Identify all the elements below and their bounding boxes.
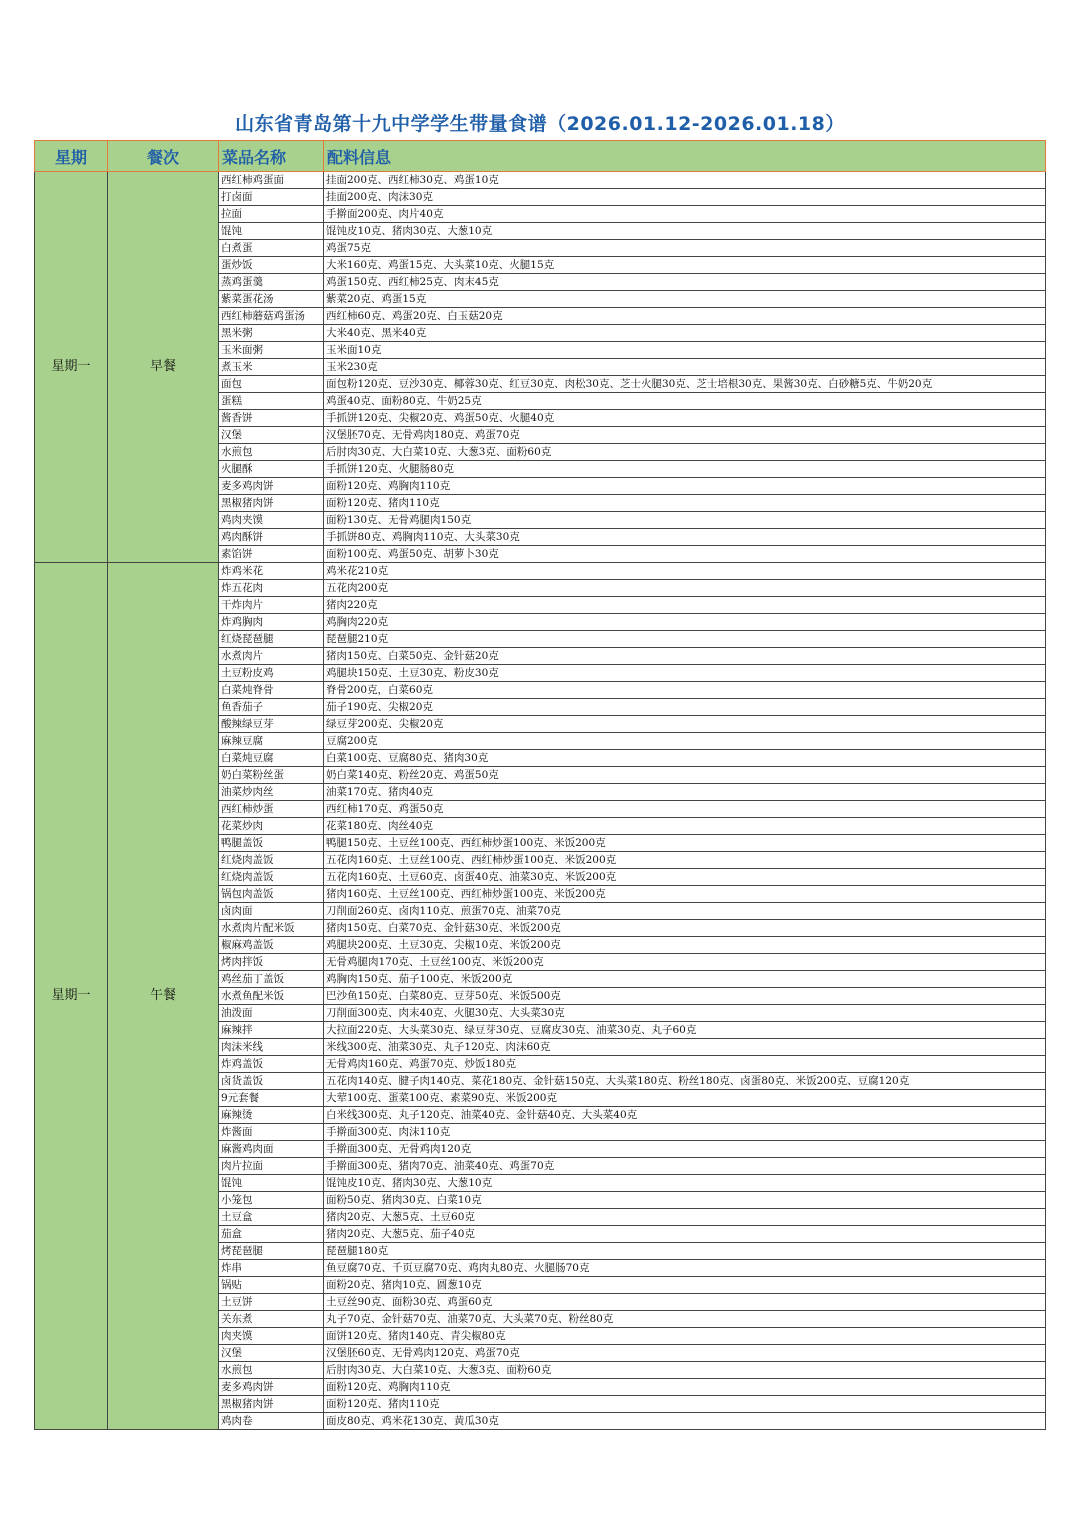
dish-name-cell: 素馅饼 <box>219 546 324 563</box>
dish-name-cell: 炸酱面 <box>219 1124 324 1141</box>
dish-name-cell: 蒸鸡蛋羹 <box>219 274 324 291</box>
dish-name-cell: 油菜炒肉丝 <box>219 784 324 801</box>
ingredients-cell: 面包粉120克、豆沙30克、椰蓉30克、红豆30克、肉松30克、芝士火腿30克、芝士培根30克、果酱30克、白砂糖5克、牛奶20克 <box>324 376 1046 393</box>
ingredients-cell: 鸡腿块150克、土豆30克、粉皮30克 <box>324 665 1046 682</box>
dish-name-cell: 炸鸡米花 <box>219 563 324 580</box>
dish-name-cell: 干炸肉片 <box>219 597 324 614</box>
ingredients-cell: 大荤100克、蛋菜100克、素菜90克、米饭200克 <box>324 1090 1046 1107</box>
dish-name-cell: 面包 <box>219 376 324 393</box>
ingredients-cell: 丸子70克、金针菇70克、油菜70克、大头菜70克、粉丝80克 <box>324 1311 1046 1328</box>
dish-name-cell: 酸辣绿豆芽 <box>219 716 324 733</box>
dish-name-cell: 黑椒猪肉饼 <box>219 1396 324 1413</box>
dish-name-cell: 白煮蛋 <box>219 240 324 257</box>
ingredients-cell: 面皮80克、鸡米花130克、黄瓜30克 <box>324 1413 1046 1430</box>
dish-name-cell: 鸡丝茄丁盖饭 <box>219 971 324 988</box>
ingredients-cell: 茄子190克、尖椒20克 <box>324 699 1046 716</box>
dish-name-cell: 炸鸡盖饭 <box>219 1056 324 1073</box>
table-row <box>35 563 1046 580</box>
ingredients-cell: 西红柿170克、鸡蛋50克 <box>324 801 1046 818</box>
dish-name-cell: 关东煮 <box>219 1311 324 1328</box>
dish-name-cell: 西红柿蘑菇鸡蛋汤 <box>219 308 324 325</box>
ingredients-cell: 手擀面200克、肉片40克 <box>324 206 1046 223</box>
ingredients-cell: 后肘肉30克、大白菜10克、大葱3克、面粉60克 <box>324 1362 1046 1379</box>
ingredients-cell: 鸡腿块200克、土豆30克、尖椒10克、米饭200克 <box>324 937 1046 954</box>
dish-name-cell: 红烧肉盖饭 <box>219 852 324 869</box>
ingredients-cell: 鸡胸肉150克、茄子100克、米饭200克 <box>324 971 1046 988</box>
ingredients-cell: 汉堡胚60克、无骨鸡肉120克、鸡蛋70克 <box>324 1345 1046 1362</box>
ingredients-cell: 馄饨皮10克、猪肉30克、大葱10克 <box>324 223 1046 240</box>
dish-name-cell: 小笼包 <box>219 1192 324 1209</box>
header-day: 星期 <box>35 141 108 172</box>
ingredients-cell: 琵琶腿210克 <box>324 631 1046 648</box>
ingredients-cell: 脊骨200克，白菜60克 <box>324 682 1046 699</box>
ingredients-cell: 手抓饼80克、鸡胸肉110克、大头菜30克 <box>324 529 1046 546</box>
ingredients-cell: 猪肉220克 <box>324 597 1046 614</box>
dish-name-cell: 奶白菜粉丝蛋 <box>219 767 324 784</box>
dish-name-cell: 锅包肉盖饭 <box>219 886 324 903</box>
ingredients-cell: 挂面200克、西红柿30克、鸡蛋10克 <box>324 172 1046 189</box>
dish-name-cell: 炸串 <box>219 1260 324 1277</box>
dish-name-cell: 茄盒 <box>219 1226 324 1243</box>
ingredients-cell: 手擀面300克、肉沫110克 <box>324 1124 1046 1141</box>
ingredients-cell: 鸡米花210克 <box>324 563 1046 580</box>
dish-name-cell: 汉堡 <box>219 1345 324 1362</box>
dish-name-cell: 蛋糕 <box>219 393 324 410</box>
dish-name-cell: 打卤面 <box>219 189 324 206</box>
ingredients-cell: 面粉120克、猪肉110克 <box>324 1396 1046 1413</box>
ingredients-cell: 五花肉200克 <box>324 580 1046 597</box>
ingredients-cell: 猪肉160克、土豆丝100克、西红柿炒蛋100克、米饭200克 <box>324 886 1046 903</box>
ingredients-cell: 无骨鸡腿肉170克、土豆丝100克、米饭200克 <box>324 954 1046 971</box>
ingredients-cell: 挂面200克、肉沫30克 <box>324 189 1046 206</box>
dish-name-cell: 麦多鸡肉饼 <box>219 478 324 495</box>
dish-name-cell: 土豆盒 <box>219 1209 324 1226</box>
ingredients-cell: 无骨鸡肉160克、鸡蛋70克、炒饭180克 <box>324 1056 1046 1073</box>
dish-name-cell: 卤货盖饭 <box>219 1073 324 1090</box>
dish-name-cell: 白菜炖豆腐 <box>219 750 324 767</box>
ingredients-cell: 鸡蛋75克 <box>324 240 1046 257</box>
dish-name-cell: 红烧琵琶腿 <box>219 631 324 648</box>
dish-name-cell: 肉夹馍 <box>219 1328 324 1345</box>
dish-name-cell: 玉米面粥 <box>219 342 324 359</box>
dish-name-cell: 水煮鱼配米饭 <box>219 988 324 1005</box>
ingredients-cell: 手擀面300克、猪肉70克、油菜40克、鸡蛋70克 <box>324 1158 1046 1175</box>
ingredients-cell: 大米40克、黑米40克 <box>324 325 1046 342</box>
ingredients-cell: 绿豆芽200克、尖椒20克 <box>324 716 1046 733</box>
dish-name-cell: 鸭腿盖饭 <box>219 835 324 852</box>
dish-name-cell: 馄饨 <box>219 223 324 240</box>
dish-name-cell: 西红柿炒蛋 <box>219 801 324 818</box>
ingredients-cell: 面粉100克、鸡蛋50克、胡萝卜30克 <box>324 546 1046 563</box>
header-ingredients: 配料信息 <box>324 141 1046 172</box>
ingredients-cell: 豆腐200克 <box>324 733 1046 750</box>
dish-name-cell: 酱香饼 <box>219 410 324 427</box>
ingredients-cell: 猪肉20克、大葱5克、土豆60克 <box>324 1209 1046 1226</box>
ingredients-cell: 五花肉160克、土豆60克、卤蛋40克、油菜30克、米饭200克 <box>324 869 1046 886</box>
ingredients-cell: 土豆丝90克、面粉30克、鸡蛋60克 <box>324 1294 1046 1311</box>
ingredients-cell: 手抓饼120克、尖椒20克、鸡蛋50克、火腿40克 <box>324 410 1046 427</box>
dish-name-cell: 麦多鸡肉饼 <box>219 1379 324 1396</box>
header-row <box>35 141 1046 172</box>
ingredients-cell: 奶白菜140克、粉丝20克、鸡蛋50克 <box>324 767 1046 784</box>
table-row <box>35 172 1046 189</box>
menu-table <box>34 140 1046 1430</box>
dish-name-cell: 花菜炒肉 <box>219 818 324 835</box>
ingredients-cell: 白菜100克、豆腐80克、猪肉30克 <box>324 750 1046 767</box>
dish-name-cell: 黑椒猪肉饼 <box>219 495 324 512</box>
dish-name-cell: 麻辣烫 <box>219 1107 324 1124</box>
header-meal: 餐次 <box>108 141 219 172</box>
ingredients-cell: 五花肉160克、土豆丝100克、西红柿炒蛋100克、米饭200克 <box>324 852 1046 869</box>
ingredients-cell: 面粉120克、鸡胸肉110克 <box>324 478 1046 495</box>
ingredients-cell: 鱼豆腐70克、千页豆腐70克、鸡肉丸80克、火腿肠70克 <box>324 1260 1046 1277</box>
ingredients-cell: 琵琶腿180克 <box>324 1243 1046 1260</box>
ingredients-cell: 汉堡胚70克、无骨鸡肉180克、鸡蛋70克 <box>324 427 1046 444</box>
ingredients-cell: 面粉120克、猪肉110克 <box>324 495 1046 512</box>
dish-name-cell: 馄饨 <box>219 1175 324 1192</box>
dish-name-cell: 水煎包 <box>219 444 324 461</box>
dish-name-cell: 麻辣拌 <box>219 1022 324 1039</box>
ingredients-cell: 西红柿60克、鸡蛋20克、白玉菇20克 <box>324 308 1046 325</box>
ingredients-cell: 刀削面300克、肉末40克、火腿30克、大头菜30克 <box>324 1005 1046 1022</box>
dish-name-cell: 炸鸡胸肉 <box>219 614 324 631</box>
day-cell: 星期一 <box>35 172 108 563</box>
ingredients-cell: 刀削面260克、卤肉110克、煎蛋70克、油菜70克 <box>324 903 1046 920</box>
ingredients-cell: 面饼120克、猪肉140克、青尖椒80克 <box>324 1328 1046 1345</box>
dish-name-cell: 烤琵琶腿 <box>219 1243 324 1260</box>
dish-name-cell: 火腿酥 <box>219 461 324 478</box>
dish-name-cell: 肉片拉面 <box>219 1158 324 1175</box>
dish-name-cell: 西红柿鸡蛋面 <box>219 172 324 189</box>
header-dish: 菜品名称 <box>219 141 324 172</box>
dish-name-cell: 水煮肉片配米饭 <box>219 920 324 937</box>
ingredients-cell: 手擀面300克、无骨鸡肉120克 <box>324 1141 1046 1158</box>
ingredients-cell: 五花肉140克、腱子肉140克、菜花180克、金针菇150克、大头菜180克、粉丝180克、卤蛋80克、米饭200克、豆腐120克 <box>324 1073 1046 1090</box>
ingredients-cell: 米线300克、油菜30克、丸子120克、肉沫60克 <box>324 1039 1046 1056</box>
dish-name-cell: 蛋炒饭 <box>219 257 324 274</box>
ingredients-cell: 面粉20克、猪肉10克、圆葱10克 <box>324 1277 1046 1294</box>
dish-name-cell: 麻酱鸡肉面 <box>219 1141 324 1158</box>
ingredients-cell: 白米线300克、丸子120克、油菜40克、金针菇40克、大头菜40克 <box>324 1107 1046 1124</box>
dish-name-cell: 鸡肉夹馍 <box>219 512 324 529</box>
dish-name-cell: 水煎包 <box>219 1362 324 1379</box>
dish-name-cell: 紫菜蛋花汤 <box>219 291 324 308</box>
day-cell: 星期一 <box>35 563 108 1430</box>
ingredients-cell: 紫菜20克、鸡蛋15克 <box>324 291 1046 308</box>
ingredients-cell: 后肘肉30克、大白菜10克、大葱3克、面粉60克 <box>324 444 1046 461</box>
ingredients-cell: 鸡胸肉220克 <box>324 614 1046 631</box>
page-title: 山东省青岛第十九中学学生带量食谱（2026.01.12-2026.01.18） <box>235 113 845 135</box>
dish-name-cell: 炸五花肉 <box>219 580 324 597</box>
ingredients-cell: 猪肉150克、白菜70克、金针菇30克、米饭200克 <box>324 920 1046 937</box>
ingredients-cell: 鸡蛋150克、西红柿25克、肉末45克 <box>324 274 1046 291</box>
dish-name-cell: 鱼香茄子 <box>219 699 324 716</box>
ingredients-cell: 鸭腿150克、土豆丝100克、西红柿炒蛋100克、米饭200克 <box>324 835 1046 852</box>
dish-name-cell: 卤肉面 <box>219 903 324 920</box>
ingredients-cell: 玉米230克 <box>324 359 1046 376</box>
dish-name-cell: 水煮肉片 <box>219 648 324 665</box>
dish-name-cell: 椒麻鸡盖饭 <box>219 937 324 954</box>
dish-name-cell: 土豆饼 <box>219 1294 324 1311</box>
dish-name-cell: 9元套餐 <box>219 1090 324 1107</box>
dish-name-cell: 鸡肉酥饼 <box>219 529 324 546</box>
ingredients-cell: 巴沙鱼150克、白菜80克、豆芽50克、米饭500克 <box>324 988 1046 1005</box>
ingredients-cell: 面粉50克、猪肉30克、白菜10克 <box>324 1192 1046 1209</box>
ingredients-cell: 手抓饼120克、火腿肠80克 <box>324 461 1046 478</box>
ingredients-cell: 猪肉20克、大葱5克、茄子40克 <box>324 1226 1046 1243</box>
ingredients-cell: 玉米面10克 <box>324 342 1046 359</box>
menu-body <box>35 172 1046 1430</box>
dish-name-cell: 肉沫米线 <box>219 1039 324 1056</box>
dish-name-cell: 红烧肉盖饭 <box>219 869 324 886</box>
dish-name-cell: 鸡肉卷 <box>219 1413 324 1430</box>
ingredients-cell: 猪肉150克、白菜50克、金针菇20克 <box>324 648 1046 665</box>
ingredients-cell: 馄饨皮10克、猪肉30克、大葱10克 <box>324 1175 1046 1192</box>
dish-name-cell: 麻辣豆腐 <box>219 733 324 750</box>
ingredients-cell: 大拉面220克、大头菜30克、绿豆芽30克、豆腐皮30克、油菜30克、丸子60克 <box>324 1022 1046 1039</box>
dish-name-cell: 黑米粥 <box>219 325 324 342</box>
dish-name-cell: 白菜炖脊骨 <box>219 682 324 699</box>
dish-name-cell: 拉面 <box>219 206 324 223</box>
dish-name-cell: 油泼面 <box>219 1005 324 1022</box>
ingredients-cell: 大米160克、鸡蛋15克、大头菜10克、火腿15克 <box>324 257 1046 274</box>
ingredients-cell: 花菜180克、肉丝40克 <box>324 818 1046 835</box>
dish-name-cell: 锅贴 <box>219 1277 324 1294</box>
dish-name-cell: 煮玉米 <box>219 359 324 376</box>
dish-name-cell: 土豆粉皮鸡 <box>219 665 324 682</box>
ingredients-cell: 鸡蛋40克、面粉80克、牛奶25克 <box>324 393 1046 410</box>
dish-name-cell: 烤肉拌饭 <box>219 954 324 971</box>
meal-cell: 午餐 <box>108 563 219 1430</box>
meal-cell: 早餐 <box>108 172 219 563</box>
ingredients-cell: 面粉130克、无骨鸡腿肉150克 <box>324 512 1046 529</box>
ingredients-cell: 油菜170克、猪肉40克 <box>324 784 1046 801</box>
dish-name-cell: 汉堡 <box>219 427 324 444</box>
ingredients-cell: 面粉120克、鸡胸肉110克 <box>324 1379 1046 1396</box>
